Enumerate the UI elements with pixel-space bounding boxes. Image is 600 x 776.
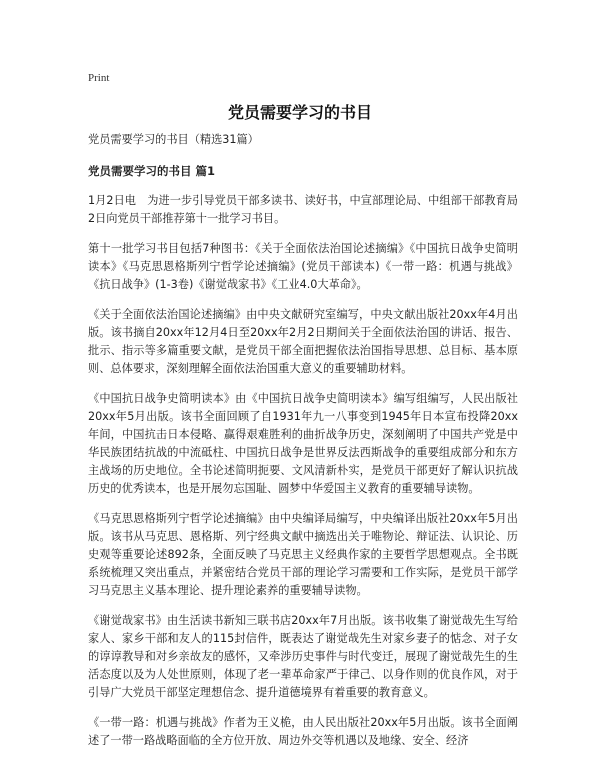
paragraph-1: 1月2日电 为进一步引导党员干部多读书、读好书，中宣部理论局、中组部干部教育局2日向党员干部推荐第十一批学习书目。	[88, 194, 518, 225]
document-subtitle: 党员需要学习的书目（精选31篇）	[88, 133, 259, 146]
paragraph-6: 《谢觉哉家书》由生活读书新知三联书店20xx年7月出版。该书收集了谢觉哉先生写给家人、家乡干部和友人的115封信件，既表达了谢觉哉先生对家乡妻子的惦念、对子女的谆谆教导和对乡亲故友的感怀，又牵涉历史事件与时代变迁，展现了谢觉哉先生的生活态度以及为人处世原则，体现了老一辈革命家严于律己、以身作则的优良作风，对于引导广大党员干部坚定理想信念、提升道德境界有着重要的教育意义。	[88, 614, 518, 699]
section-heading: 党员需要学习的书目 篇1	[88, 164, 216, 178]
paragraph-7: 《一带一路：机遇与挑战》作者为王义桅，由人民出版社20xx年5月出版。该书全面阐述了一带一路战略面临的全方位开放、周边外交等机遇以及地缘、安全、经济	[88, 716, 518, 747]
print-label: Print	[88, 72, 110, 84]
paragraph-2: 第十一批学习书目包括7种图书：《关于全面依法治国论述摘编》《中国抗日战争史简明读本》《马克思恩格斯列宁哲学论述摘编》(党员干部读本)《一带一路：机遇与挑战》《抗日战争》(1-3卷)《谢觉哉家书》《工业4.0大革命》。	[88, 242, 518, 291]
paragraph-4: 《中国抗日战争史简明读本》由《中国抗日战争史简明读本》编写组编写，人民出版社20xx年5月出版。该书全面回顾了自1931年九一八事变到1945年日本宣布投降20xx年间，中国抗击日本侵略、赢得艰难胜利的曲折战争历史，深刻阐明了中国共产党是中华民族团结抗战的中流砥柱、中国抗日战争是世界反法西斯战争的重要组成部分和东方主战场的历史地位。全书论述简明扼要、文风清新朴实，是党员干部更好了解认识抗战历史的优秀读本，也是开展勿忘国耻、圆梦中华爱国主义教育的重要辅导读物。	[88, 392, 518, 495]
document-body	[88, 131, 518, 762]
page-title: 党员需要学习的书目	[227, 103, 372, 122]
paragraph-5: 《马克思恩格斯列宁哲学论述摘编》由中央编译局编写，中央编译出版社20xx年5月出版。该书从马克思、恩格斯、列宁经典文献中摘选出关于唯物论、辩证法、认识论、历史观等重要论述892条，全面反映了马克思主义经典作家的主要哲学思想观点。全书既系统梳理又突出重点，并紧密结合党员干部的理论学习需要和工作实际，是党员干部学习马克思主义基本理论、提升理论素养的重要辅导读物。	[88, 512, 518, 597]
paragraph-3: 《关于全面依法治国论述摘编》由中央文献研究室编写，中央文献出版社20xx年4月出版。该书摘自20xx年12月4日至20xx年2月2日期间关于全面依法治国的讲话、报告、批示、指示等多篇重要文献，是党员干部全面把握依法治国指导思想、总目标、基本原则、总体要求，深刻理解全面依法治国重大意义的重要辅助材料。	[88, 308, 518, 375]
